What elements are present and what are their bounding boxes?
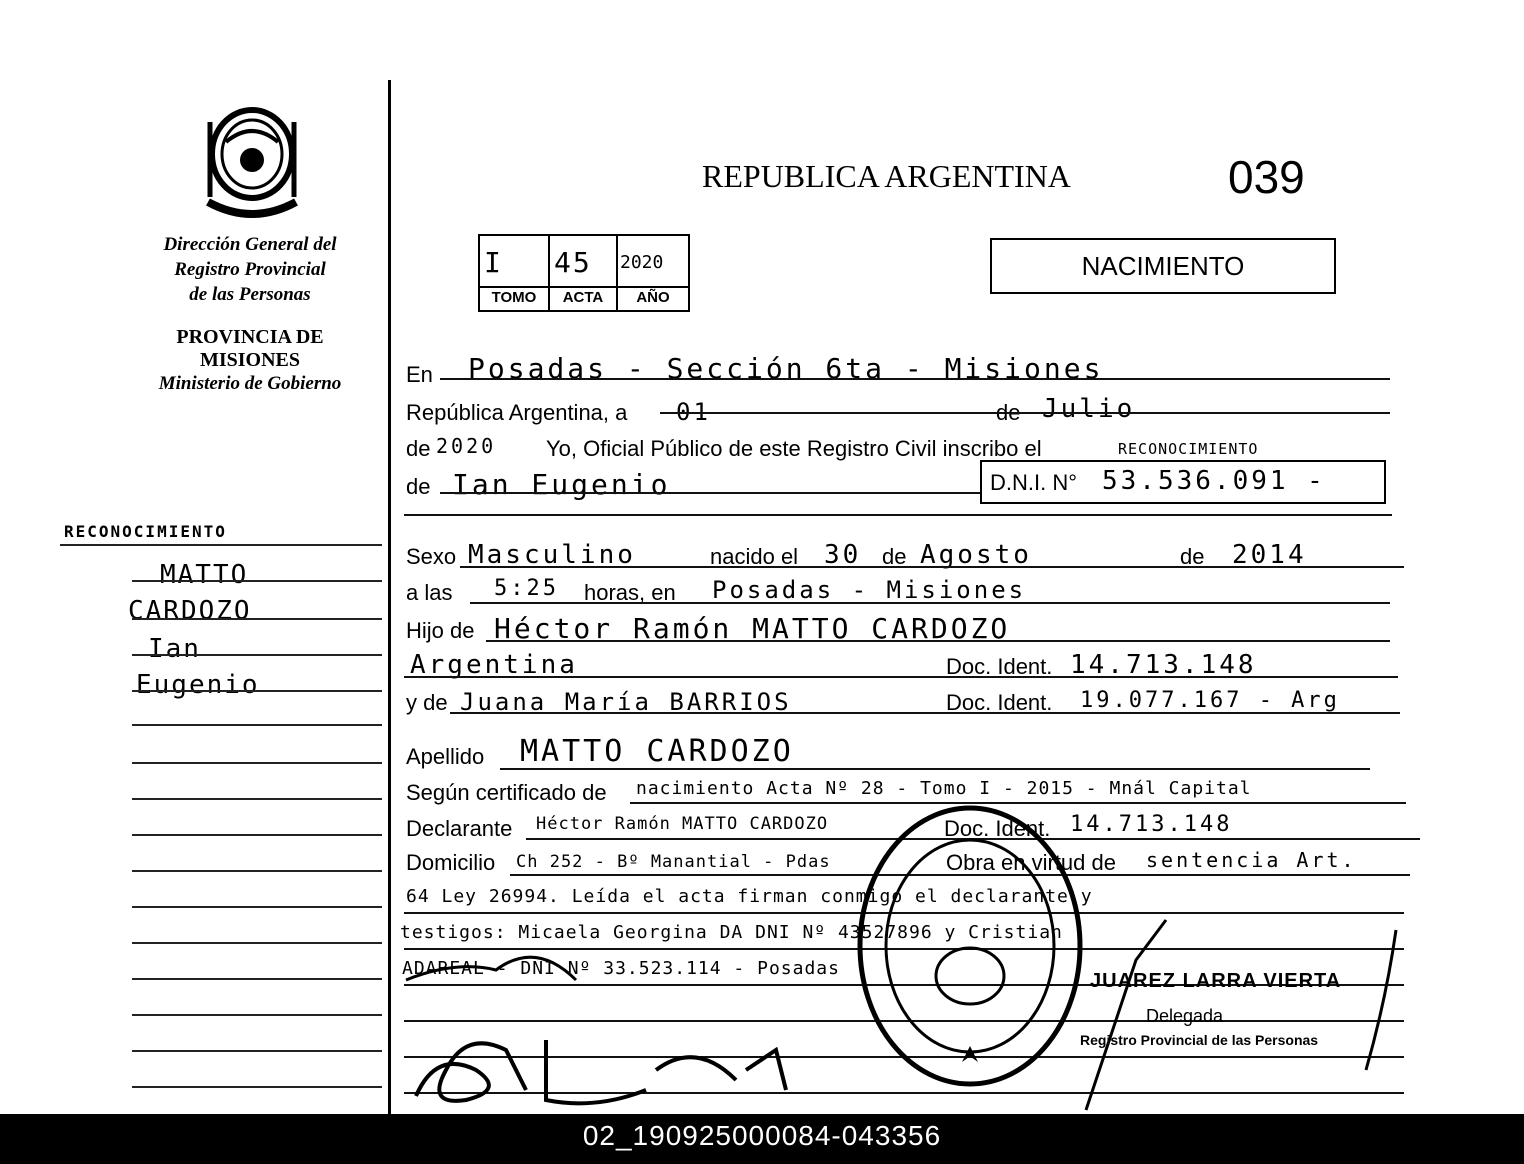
document-code: 02_190925000084-043356	[582, 1120, 942, 1151]
official-title: Delegada	[1146, 1006, 1224, 1026]
declarante-label: Declarante	[406, 816, 513, 841]
day-value: 01	[676, 398, 711, 426]
de4-label: de	[882, 544, 907, 569]
dni-box	[980, 460, 1386, 504]
margin-rule	[132, 1050, 382, 1052]
yde-label: y de	[406, 690, 448, 715]
province-block	[120, 326, 380, 395]
margin-rule	[132, 762, 382, 764]
text-line: testigos: Micaela Georgina DA DNI Nº 43527896 y Cristian	[400, 922, 1063, 943]
birth-day-value: 30	[824, 540, 862, 570]
field-rule	[450, 712, 1400, 714]
handwritten-signatures	[396, 900, 1436, 1114]
agency-line-1: Dirección General del	[163, 234, 337, 255]
act-type-box: NACIMIENTO	[990, 238, 1336, 294]
margin-rule	[132, 870, 382, 872]
sexo-value: Masculino	[468, 540, 636, 570]
de2-label: de	[406, 436, 431, 461]
segun-value: nacimiento Acta Nº 28 - Tomo I - 2015 - Mnál Capital	[636, 778, 1252, 799]
ministry-name: Ministerio de Gobierno	[158, 373, 342, 394]
doc1-label: Doc. Ident.	[946, 654, 1053, 679]
margin-rule	[132, 798, 382, 800]
margin-note-line: CARDOZO	[128, 596, 252, 626]
domicilio-value: Ch 252 - Bº Manantial - Pdas	[516, 852, 831, 872]
margin-rule	[60, 544, 382, 546]
apellido-value: MATTO CARDOZO	[520, 734, 794, 769]
republica-label: República Argentina, a	[406, 400, 628, 425]
declarante-value: Héctor Ramón MATTO CARDOZO	[536, 814, 829, 834]
agency-name	[120, 232, 380, 307]
province-line-1: PROVINCIA DE	[176, 326, 324, 348]
father-nationality: Argentina	[410, 650, 578, 680]
province-line-2: MISIONES	[199, 349, 301, 371]
de3-label: de	[406, 474, 431, 499]
segun-label: Según certificado de	[406, 780, 607, 805]
margin-rule	[132, 906, 382, 908]
hour-value: 5:25	[494, 576, 559, 601]
section-rule	[404, 514, 1392, 516]
act-number: 039	[1228, 151, 1305, 203]
father-value: Héctor Ramón MATTO CARDOZO	[494, 612, 1011, 645]
field-rule	[660, 412, 1390, 414]
birth-place-value: Posadas - Misiones	[712, 576, 1027, 604]
oficial-text: Yo, Oficial Público de este Registro Civil inscribo el	[546, 436, 1042, 461]
margin-rule	[132, 942, 382, 944]
margin-rule	[132, 978, 382, 980]
doc2-value: 19.077.167 - Arg	[1080, 688, 1340, 713]
official-name: JUAREZ LARRA VIERTA	[1090, 970, 1342, 992]
text-line: 64 Ley 26994. Leída el acta firman conmigo el declarante y	[406, 886, 1093, 907]
act-kind-value: RECONOCIMIENTO	[1118, 440, 1259, 458]
anio-value: 2020	[620, 252, 664, 273]
apellido-label: Apellido	[406, 744, 485, 769]
scan-footer	[0, 1114, 1524, 1164]
text-line: ADAREAL - DNI Nº 33.523.114 - Posadas	[402, 958, 840, 979]
obra-value: sentencia Art.	[1146, 848, 1357, 872]
registry-box	[478, 234, 690, 312]
obra-label: Obra en virtud de	[946, 850, 1116, 875]
birth-year-value: 2014	[1232, 540, 1307, 570]
margin-rule	[132, 580, 382, 582]
alas-label: a las	[406, 580, 453, 605]
field-rule	[470, 602, 1390, 604]
column-divider	[388, 80, 391, 1114]
field-rule	[440, 492, 980, 494]
margin-rule	[132, 654, 382, 656]
place-value: Posadas - Sección 6ta - Misiones	[468, 352, 1104, 385]
doc2-label: Doc. Ident.	[946, 690, 1053, 715]
margin-rule	[132, 1086, 382, 1088]
de5-label: de	[1180, 544, 1205, 569]
margin-rule	[132, 618, 382, 620]
agency-line-3: de las Personas	[189, 284, 311, 305]
margin-note-line: Eugenio	[136, 670, 260, 700]
tomo-value: I	[484, 246, 503, 279]
margin-note-line: Ian	[148, 634, 201, 664]
margin-note-title: RECONOCIMIENTO	[64, 522, 227, 541]
acta-label: ACTA	[562, 289, 604, 306]
birth-month-value: Agosto	[920, 540, 1032, 570]
year-value: 2020	[436, 434, 497, 458]
domicilio-label: Domicilio	[406, 850, 496, 875]
margin-rule	[132, 834, 382, 836]
margin-rule	[132, 690, 382, 692]
doc3-value: 14.713.148	[1070, 812, 1233, 837]
month-value: Julio	[1042, 394, 1136, 424]
en-label: En	[406, 362, 433, 387]
child-name-value: Ian Eugenio	[452, 468, 671, 501]
field-rule	[404, 676, 1398, 678]
tomo-label: TOMO	[491, 289, 537, 306]
country-title: REPUBLICA ARGENTINA	[702, 158, 1071, 194]
margin-rule	[132, 724, 382, 726]
field-rule	[486, 640, 1390, 642]
agency-line-2: Registro Provincial	[174, 259, 326, 280]
doc3-label: Doc. Ident.	[944, 816, 1051, 841]
margin-note-line: MATTO	[160, 560, 249, 590]
sexo-label: Sexo	[406, 544, 457, 569]
de-label: de	[996, 400, 1021, 425]
anio-label: AÑO	[636, 289, 670, 306]
horas-label: horas, en	[584, 580, 676, 605]
nacido-label: nacido el	[710, 544, 799, 569]
doc1-value: 14.713.148	[1070, 650, 1257, 680]
provincial-emblem-icon	[200, 102, 304, 220]
field-rule	[440, 378, 1390, 380]
dni-label: D.N.I. N°	[990, 470, 1078, 495]
dni-value: 53.536.091 -	[1102, 466, 1326, 496]
hijo-label: Hijo de	[406, 618, 475, 643]
field-rule	[500, 768, 1370, 770]
mother-value: Juana María BARRIOS	[460, 688, 792, 716]
margin-rule	[132, 1014, 382, 1016]
official-org: Registro Provincial de las Personas	[1080, 1032, 1319, 1048]
field-rule	[460, 566, 1404, 568]
acta-value: 45	[554, 246, 592, 279]
